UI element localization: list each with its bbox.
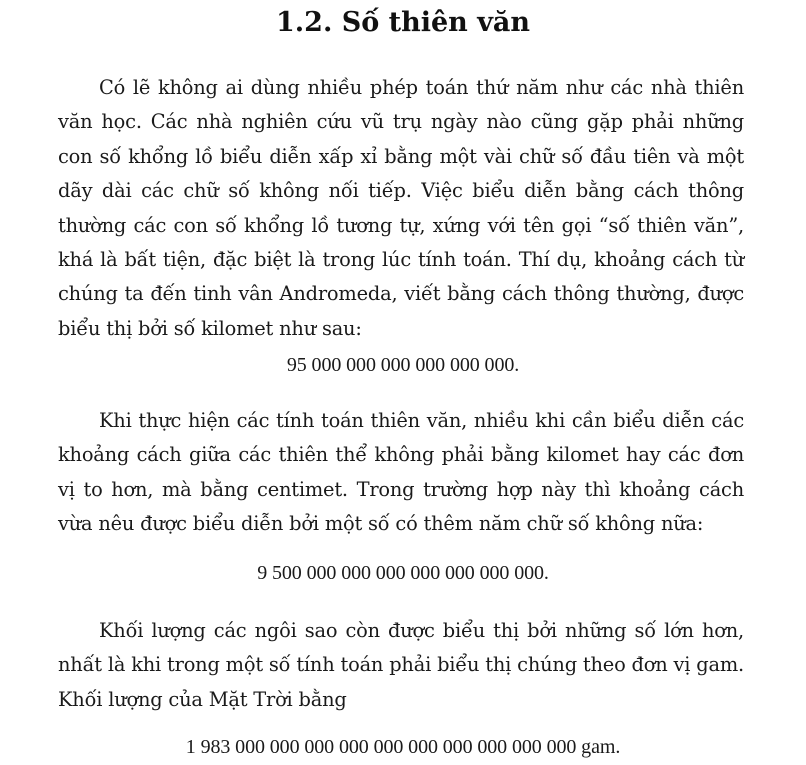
paragraph-centimeter: Khi thực hiện các tính toán thiên văn, nhiều khi cần biểu diễn các khoảng cách giữa các thiên thể không phải bằng kilomet hay các đơn vị to hơn, mà bằng centimet. Trong trường hợp này thì khoảng cách vừa nêu được biểu diễn bởi một số có thêm năm chữ số không nữa: — [58, 409, 744, 536]
andromeda-distance-km: 95 000 000 000 000 000 000. — [286, 354, 520, 376]
paragraph-star-mass: Khối lượng các ngôi sao còn được biểu thị bởi những số lớn hơn, nhất là khi trong một số tính toán phải biểu thị chúng theo đơn vị gam. Khối lượng của Mặt Trời bằng — [58, 619, 744, 711]
paragraph-intro: Có lẽ không ai dùng nhiều phép toán thứ năm như các nhà thiên văn học. Các nhà nghiên cứu vũ trụ ngày nào cũng gặp phải những con số khổng lồ biểu diễn xấp xỉ bằng một vài chữ số đầu tiên và một dãy dài các chữ số không nối tiếp. Việc biểu diễn bằng cách thông thường các con số khổng lồ tương tự, xứng với tên gọi “số thiên văn”, khá là bất tiện, đặc biệt là trong lúc tính toán. Thí dụ, khoảng cách từ chúng ta đến tinh vân Andromeda, viết bằng cách thông thường, được biểu thị bởi số kilomet như sau: — [58, 76, 744, 340]
sun-mass-grams: 1 983 000 000 000 000 000 000 000 000 000 000 gam. — [185, 736, 621, 758]
section-title: 1.2. Số thiên văn — [275, 7, 531, 38]
andromeda-distance-cm: 9 500 000 000 000 000 000 000 000. — [257, 562, 549, 584]
